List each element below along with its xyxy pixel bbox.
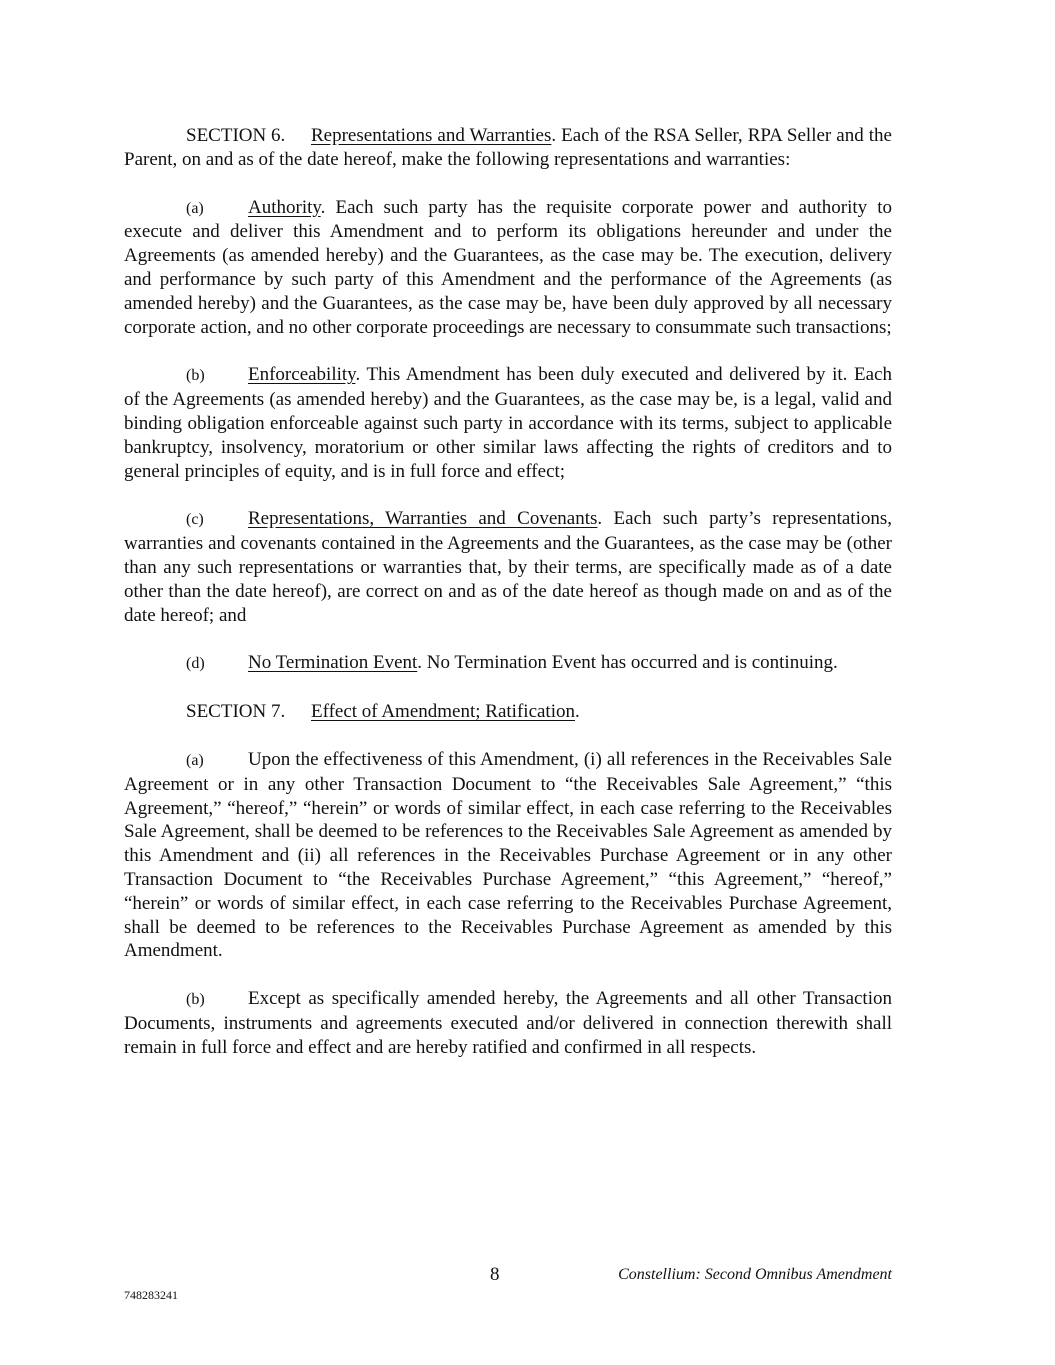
spacer [124,676,892,700]
section-7-intro [124,700,892,724]
item-text: . Each such party’s representations, warranties and covenants contained in the Agreements and the Guarantees, as the case may be (other than any such representations or warranties that, by their terms, are specifically made as of a date other than the date hereof), are correct on and as of the date hereof as though made on and as of the date hereof; and [124,508,892,626]
item-text: . No Termination Event has occurred and is continuing. [417,652,838,674]
item-text: . Each such party has the requisite corporate power and authority to execute and deliver this Amendment and to perform its obligations hereunder and under the Agreements (as amended hereby) and the Guarantees, as the case may be. The execution, delivery and performance by such party of this Amendment and the performance of the Agreements (as amended hereby) and the Guarantees, as the case may be, have been duly approved by all necessary corporate action, and no other corporate proceedings are necessary to consummate such transactions; [124,196,892,338]
item-title: No Termination Event [248,652,418,674]
spacer [124,963,892,987]
section-6-item-a [124,196,892,340]
spacer [124,627,892,651]
page-number: 8 [490,1264,500,1285]
item-marker: (a) [186,751,204,769]
section-6-item-d [124,651,892,676]
section-7-title: Effect of Amendment; Ratification [311,701,575,723]
item-marker: (b) [186,367,205,385]
item-marker: (b) [186,991,205,1009]
section-6-text: . Each of the RSA Seller, RPA Seller and the Parent, on and as of the date hereof, make the following representations and warranties: [124,125,892,170]
item-text: Except as specifically amended hereby, the Agreements and all other Transaction Documents, instruments and agreements executed and/or delivered in connection therewith shall remain in full force and effect and are hereby ratified and confirmed in all respects. [124,988,892,1058]
footer-title: Constellium: Second Omnibus Amendment [618,1266,892,1283]
section-6-item-b [124,363,892,483]
item-marker: (c) [186,511,204,529]
section-6-item-c [124,507,892,627]
section-6-title: Representations and Warranties [311,125,552,146]
item-title: Enforceability [248,364,356,386]
spacer [124,724,892,748]
item-title: Authority [248,196,321,218]
item-text: . This Amendment has been duly executed and delivered by it. Each of the Agreements (as amended hereby) and the Guarantees, as the case may be, is a legal, valid and binding obligation enforceable against such party in accordance with its terms, subject to applicable bankruptcy, insolvency, moratorium or other similar laws affecting the rights of creditors and to general principles of equity, and is in full force and effect; [124,364,892,482]
section-7-item-b [124,987,892,1059]
item-marker: (a) [186,199,204,217]
item-marker: (d) [186,655,205,673]
document-page [124,124,892,1060]
section-7-item-a [124,748,892,963]
spacer [124,172,892,196]
document-id: 748283241 [124,1288,178,1302]
spacer [124,483,892,507]
spacer [124,339,892,363]
section-6-intro [124,124,892,172]
section-7-heading: SECTION 7. [186,701,286,723]
item-title: Representations, Warranties and Covenants [248,508,598,530]
section-7-period: . [575,701,580,723]
section-6-heading: SECTION 6. [186,125,286,146]
item-text: Upon the effectiveness of this Amendment, (i) all references in the Receivables Sale Agreement or in any other Transaction Document to “the Receivables Sale Agreement,” “this Agreement,” “hereof,” “herein” or words of similar effect, in each case referring to the Receivables Sale Agreement, shall be deemed to be references to the Receivables Sale Agreement as amended by this Amendment and (ii) all references in the Receivables Purchase Agreement or in any other Transaction Document to “the Receivables Purchase Agreement,” “this Agreement,” “hereof,” “herein” or words of similar effect, in each case referring to the Receivables Purchase Agreement, shall be deemed to be references to the Receivables Purchase Agreement as amended by this Amendment. [124,748,892,962]
